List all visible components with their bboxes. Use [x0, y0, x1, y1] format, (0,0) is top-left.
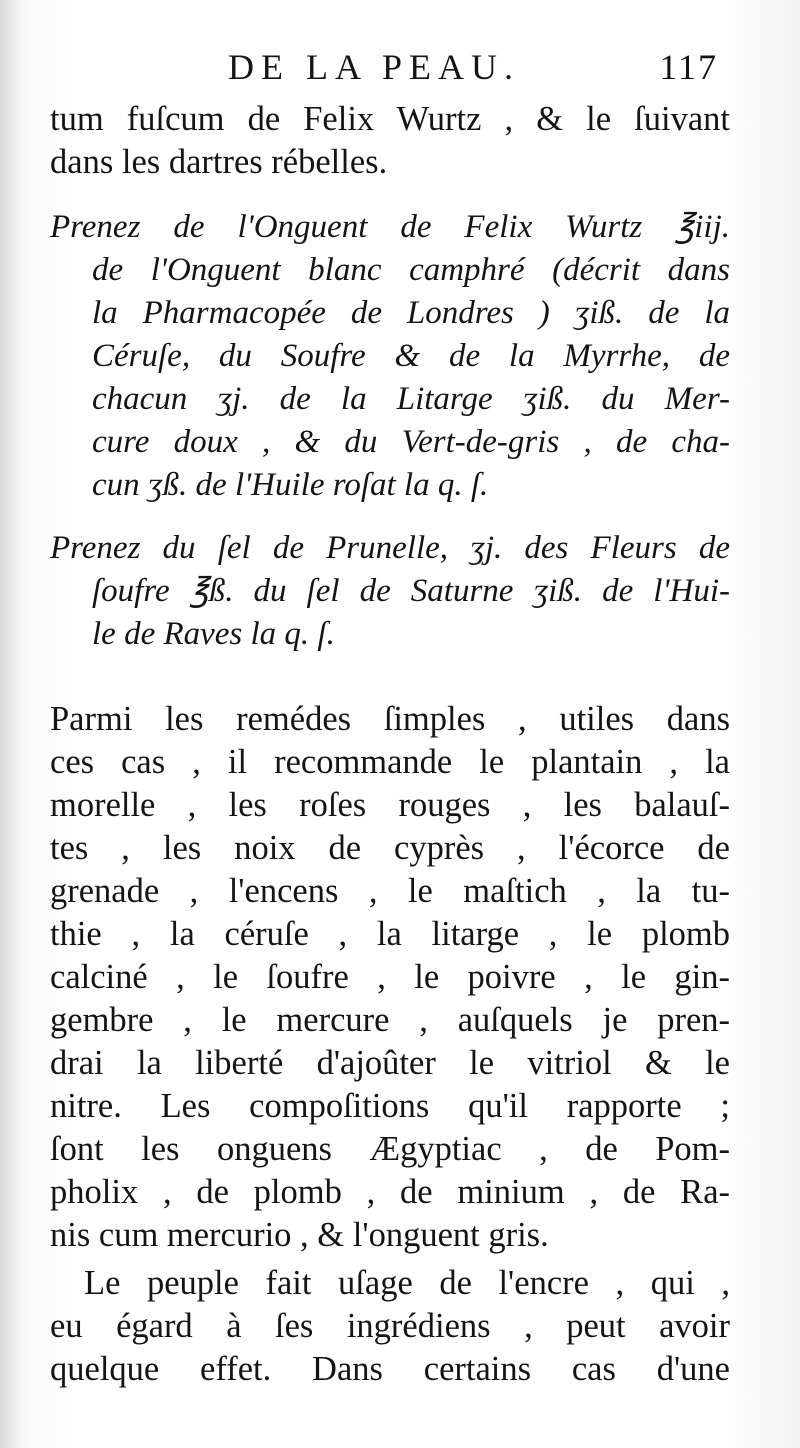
- recipe-line: ſoufre ℥ß. du ſel de Saturne ʒiß. de l'Hui-: [92, 573, 730, 609]
- text-line: gembre , le mercure , auſquels je pren-: [50, 1001, 730, 1039]
- text-line: nis cum mercurio , & l'onguent gris.: [50, 1216, 549, 1254]
- recipe-line: chacun ʒj. de la Litarge ʒiß. du Mer-: [92, 381, 730, 417]
- page-header: [228, 46, 718, 96]
- text-line: nitre. Les compoſitions qu'il rapporte ;: [50, 1087, 730, 1125]
- recipe-line: cun ʒß. de l'Huile roſat la q. ſ.: [92, 467, 489, 503]
- paragraph-ink: [50, 1262, 730, 1391]
- text-line: ſont les onguens Ægyptiac , de Pom-: [50, 1130, 730, 1168]
- text-line: tum fuſcum de Felix Wurtz , & le ſuivant: [50, 100, 730, 138]
- paragraph-simple-remedies: [50, 698, 730, 1257]
- text-line: dans les dartres rébelles.: [50, 143, 388, 181]
- text-line: quelque effet. Dans certains cas d'une: [50, 1350, 730, 1388]
- text-line: ces cas , il recommande le plantain , la: [50, 743, 730, 781]
- recipe-line: Prenez du ſel de Prunelle, ʒj. des Fleurs de: [50, 530, 730, 566]
- recipe-line: Prenez de l'Onguent de Felix Wurtz ℥iij.: [50, 209, 730, 245]
- recipe-line: Céruſe, du Soufre & de la Myrrhe, de: [92, 338, 730, 374]
- text-line: thie , la céruſe , la litarge , le plomb: [50, 915, 730, 953]
- recipe-line: le de Raves la q. ſ.: [92, 616, 335, 652]
- intro-text: [50, 98, 730, 184]
- recipe-line: cure doux , & du Vert-de-gris , de cha-: [92, 424, 730, 460]
- text-line: pholix , de plomb , de minium , de Ra-: [50, 1173, 730, 1211]
- text-line: eu égard à ſes ingrédiens , peut avoir: [50, 1307, 730, 1345]
- text-line: tes , les noix de cyprès , l'écorce de: [50, 829, 730, 867]
- text-line: Parmi les remédes ſimples , utiles dans: [50, 700, 730, 738]
- running-head: DE LA PEAU.: [228, 47, 520, 87]
- page-number: 117: [659, 47, 718, 87]
- recipe-line: la Pharmacopée de Londres ) ʒiß. de la: [92, 295, 730, 331]
- text-line: calciné , le ſoufre , le poivre , le gin-: [50, 958, 730, 996]
- page-gutter-shadow: [0, 0, 22, 1448]
- text-line: drai la liberté d'ajoûter le vitriol & le: [50, 1044, 730, 1082]
- text-line: Le peuple fait uſage de l'encre , qui ,: [84, 1264, 730, 1302]
- recipe-line: de l'Onguent blanc camphré (décrit dans: [92, 252, 730, 288]
- text-line: grenade , l'encens , le maſtich , la tu-: [50, 872, 730, 910]
- recipe-2: [50, 527, 730, 656]
- text-line: morelle , les roſes rouges , les balauſ-: [50, 786, 730, 824]
- recipe-1: [50, 206, 730, 507]
